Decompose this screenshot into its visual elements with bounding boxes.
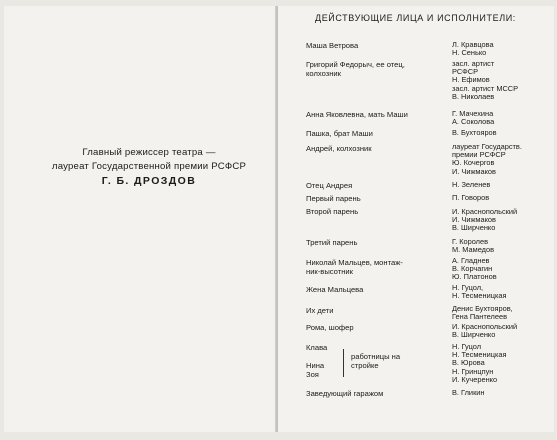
cast-actors: засл. артист РСФСР Н. Ефимов засл. артист МССР В. Николаев (452, 59, 519, 101)
cast-actors: И. Краснопольский И. Чижмаков В. Ширченко (452, 207, 518, 233)
cast-actors: Денис Бухтояров, Гена Пантелеев (452, 304, 513, 322)
director-title: Главный режиссер театра — (82, 147, 216, 158)
cast-actors: В. Гликин (452, 388, 485, 397)
cast-actors: И. Краснопольский В. Ширченко (452, 322, 518, 340)
group-note: работницы на стройке (351, 352, 401, 370)
cast-actors: Л. Кравцова Н. Сенько (452, 40, 494, 58)
cast-actors: лауреат Государств. премии РСФСР Ю. Кочергов И. Чижмаков (452, 142, 522, 176)
cast-actors: Г. Королев М. Мамедов (452, 237, 494, 255)
cast-role: Их дети (306, 306, 334, 315)
director-name: Г. Б. ДРОЗДОВ (101, 175, 197, 187)
cast-role: Жена Мальцева (306, 285, 364, 294)
left-page (4, 6, 276, 432)
cast-heading: ДЕЙСТВУЮЩИЕ ЛИЦА И ИСПОЛНИТЕЛИ: (315, 13, 516, 23)
cast-role: Григорий Федорыч, ее отец, колхозник (306, 60, 405, 78)
cast-role: Николай Мальцев, монтаж- ник-высотник (306, 258, 403, 276)
cast-role: Рома, шофер (306, 323, 354, 332)
cast-actors: Н. Гуцол, Н. Тесменицкая (452, 283, 507, 301)
cast-role: Третий парень (306, 238, 358, 247)
cast-actors: В. Бухтояров (452, 128, 497, 137)
cast-role: Первый парень (306, 194, 361, 203)
cast-role: Маша Ветрова (306, 41, 359, 50)
cast-role: Отец Андрея (306, 181, 353, 190)
cast-actors: Н. Гуцол Н. Тесменицкая В. Юрова Н. Гринцпун И. Кучеренко (452, 342, 507, 384)
cast-actors: Н. Зеленев (452, 180, 491, 189)
cast-role: Андрей, колхозник (306, 144, 372, 153)
group-brace (343, 349, 349, 377)
cast-actors: А. Гладнев В. Корчагин Ю. Платонов (452, 256, 497, 282)
director-award: лауреат Государственной премии РСФСР (51, 161, 247, 172)
cast-actors: Г. Мачехина А. Соколова (452, 109, 495, 127)
cast-actors: П. Говоров (452, 193, 490, 202)
cast-role: Клава Нина Зоя (306, 343, 328, 379)
cast-role: Заведующий гаражом (306, 389, 384, 398)
cast-role: Пашка, брат Маши (306, 129, 373, 138)
cast-role: Анна Яковлевна, мать Маши (306, 110, 408, 119)
cast-role: Второй парень (306, 207, 359, 216)
